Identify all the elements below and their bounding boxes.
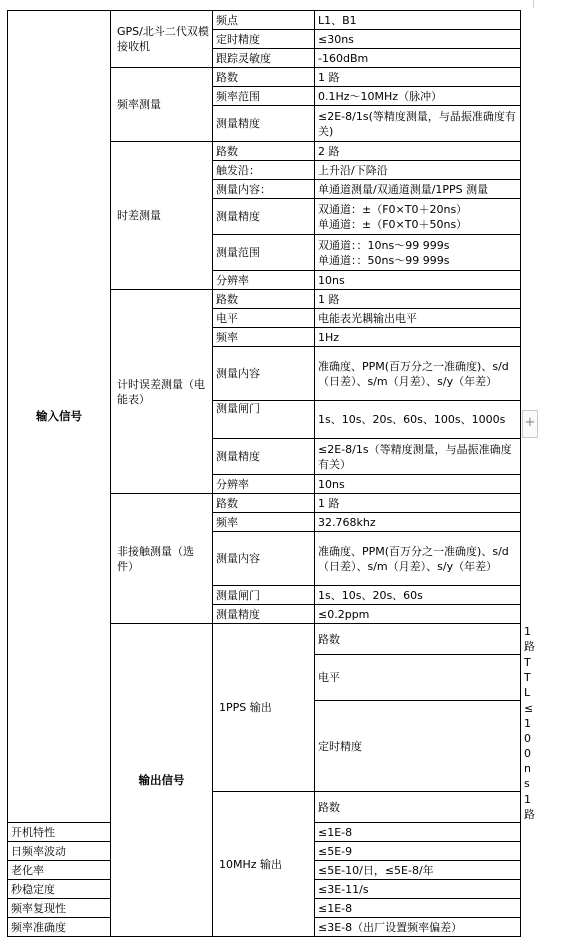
value-cell: 1s、10s、20s、60s — [315, 586, 521, 605]
param-cell: 分辨率 — [213, 271, 315, 290]
param-cell: 路数 — [213, 290, 315, 309]
param-cell: 测量精度 — [213, 605, 315, 624]
value-cell: 2 路 — [315, 142, 521, 161]
section-label: 输入信号 — [8, 11, 111, 823]
value-cell: ≤5E-10/日，≤5E-8/年 — [315, 861, 521, 880]
param-cell: 测量内容 — [213, 347, 315, 401]
section-label: 输出信号 — [111, 624, 213, 937]
param-cell: 路数 — [213, 494, 315, 513]
param-cell: 跟踪灵敏度 — [213, 49, 315, 68]
param-cell: 测量范围 — [213, 235, 315, 271]
value-cell: 10ns — [315, 475, 521, 494]
param-cell: 电平 — [213, 309, 315, 328]
param-cell: 路数 — [213, 142, 315, 161]
table-row: 定时精度 ≤100ns — [8, 701, 521, 792]
param-cell: 频率范围 — [213, 87, 315, 106]
table-row — [8, 11, 521, 30]
param-cell: 开机特性 — [8, 823, 111, 842]
group-label: 计时误差测量（电能表） — [111, 290, 213, 494]
value-cell: ≤2E-8/1s（等精度测量，与晶振准确度有关） — [315, 439, 521, 475]
value-cell: ≤3E-11/s — [315, 880, 521, 899]
value-cell: 准确度、PPM(百万分之一准确度)、s/d（日差）、s/m（月差）、s/y（年差） — [315, 347, 521, 401]
group-label: 频率测量 — [111, 68, 213, 142]
value-cell: 10ns — [315, 271, 521, 290]
value-line: 单通道：：50ns～99 999s — [318, 253, 450, 267]
param-cell: 秒稳定度 — [8, 880, 111, 899]
group-label: 10MHz 输出 — [213, 792, 315, 937]
value-cell: 1 路 — [315, 68, 521, 87]
value-cell: -160dBm — [315, 49, 521, 68]
param-cell: 频率 — [213, 513, 315, 532]
value-cell: 1 路 — [315, 290, 521, 309]
table-row: 电平 TTL — [8, 655, 521, 701]
value-cell: 32.768khz — [315, 513, 521, 532]
value-cell — [315, 199, 521, 235]
value-cell: L1、B1 — [315, 11, 521, 30]
param-cell: 路数 — [315, 792, 521, 823]
value-cell: ≤1E-8 — [315, 899, 521, 918]
value-line: 单通道：±（F0×T0＋50ns） — [318, 217, 468, 231]
param-cell: 测量精度 — [213, 439, 315, 475]
param-cell: 触发沿： — [213, 161, 315, 180]
param-cell: 日频率波动 — [8, 842, 111, 861]
value-cell: 单通道测量/双通道测量/1PPS 测量 — [315, 180, 521, 199]
group-label: GPS/北斗二代双模接收机 — [111, 11, 213, 68]
group-label: 1PPS 输出 — [213, 624, 315, 792]
value-line: 双通道：±（F0×T0＋20ns） — [318, 202, 468, 216]
table-row: 输出信号 1PPS 输出 路数 1 路 — [8, 624, 521, 655]
value-cell: ≤0.2ppm — [315, 605, 521, 624]
group-label: 时差测量 — [111, 142, 213, 290]
value-cell: 0.1Hz～10MHz（脉冲） — [315, 87, 521, 106]
param-cell: 测量内容： — [213, 180, 315, 199]
param-cell: 频率复现性 — [8, 899, 111, 918]
value-cell: 1 路 — [315, 494, 521, 513]
param-cell: 测量精度 — [213, 106, 315, 142]
value-cell: 电能表光耦输出电平 — [315, 309, 521, 328]
param-cell: 电平 — [315, 655, 521, 701]
param-cell: 频率准确度 — [8, 918, 111, 937]
param-cell: 频率 — [213, 328, 315, 347]
value-cell: 上升沿/下降沿 — [315, 161, 521, 180]
param-cell: 路数 — [315, 624, 521, 655]
param-cell: 路数 — [213, 68, 315, 87]
param-cell: 定时精度 — [213, 30, 315, 49]
param-cell: 测量精度 — [213, 199, 315, 235]
param-cell: 测量闸门 — [213, 401, 315, 439]
value-cell: ≤1E-8 — [315, 823, 521, 842]
table-row: 10MHz 输出 路数 1 路 — [8, 792, 521, 823]
param-cell: 频点 — [213, 11, 315, 30]
page-edge-marker — [533, 0, 534, 8]
value-cell: 1s、10s、20s、60s、100s、1000s — [315, 401, 521, 439]
value-cell: ≤5E-9 — [315, 842, 521, 861]
spec-table — [7, 10, 535, 937]
param-cell: 分辨率 — [213, 475, 315, 494]
value-cell: ≤30ns — [315, 30, 521, 49]
param-cell: 定时精度 — [315, 701, 521, 792]
param-cell: 老化率 — [8, 861, 111, 880]
value-cell: ≤2E-8/1s(等精度测量，与晶振准确度有关) — [315, 106, 521, 142]
add-row-button[interactable]: + — [522, 410, 538, 438]
value-cell: ≤3E-8（出厂设置频率偏差） — [315, 918, 521, 937]
param-cell: 测量内容 — [213, 532, 315, 586]
param-cell: 测量闸门 — [213, 586, 315, 605]
group-label: 非接触测量（选件） — [111, 494, 213, 624]
value-cell — [315, 235, 521, 271]
value-cell: 准确度、PPM(百万分之一准确度)、s/d（日差）、s/m（月差）、s/y（年差） — [315, 532, 521, 586]
value-cell: 1Hz — [315, 328, 521, 347]
value-line: 双通道：：10ns～99 999s — [318, 238, 450, 252]
